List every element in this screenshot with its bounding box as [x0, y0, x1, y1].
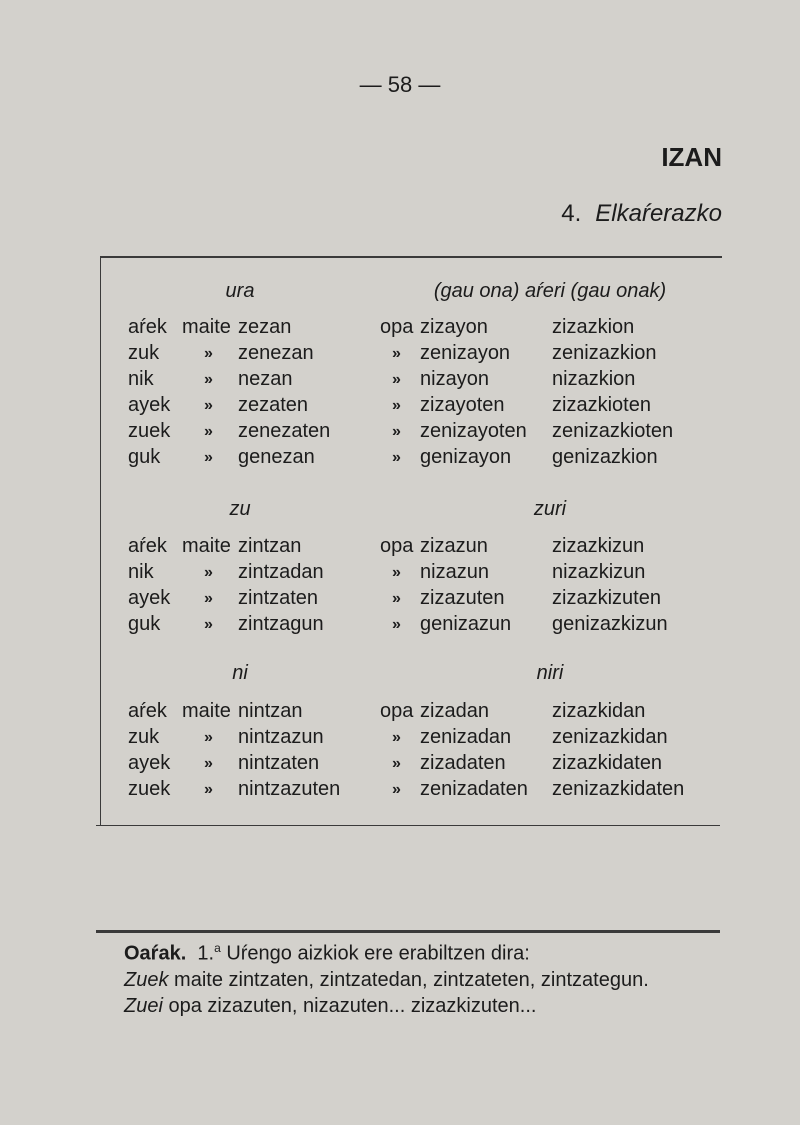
cell-opa-mark: » — [392, 590, 401, 607]
cell-verb: nintzaten — [238, 752, 320, 774]
notes-label: Oaŕak. — [124, 942, 187, 965]
cell-opa-mark: » — [392, 449, 401, 466]
cell-opa: zenizadan — [420, 726, 512, 748]
cell-opa-mark: » — [392, 397, 401, 414]
cell-pronoun: zuek — [128, 420, 171, 442]
cell-opa: zizadan — [420, 700, 489, 722]
cell-verb: nezan — [238, 368, 293, 390]
cell-verb: zintzaten — [238, 587, 319, 609]
cell-plural: genizazkizun — [552, 613, 668, 635]
cell-verb-mark: » — [204, 755, 213, 772]
cell-pronoun: aŕek — [128, 700, 167, 722]
cell-opa: nizazun — [420, 561, 489, 583]
notes-line-1 — [124, 935, 649, 967]
section-left-header: ura — [225, 280, 255, 302]
cell-pronoun: zuk — [128, 342, 160, 364]
cell-plural: zenizazkidaten — [552, 778, 685, 800]
cell-plural: zizazkioten — [552, 394, 651, 416]
notes-number: 1. — [197, 942, 215, 965]
cell-opa: zizazuten — [420, 587, 505, 609]
cell-verb: zintzan — [238, 535, 302, 557]
cell-verb: nintzazun — [238, 726, 324, 748]
cell-verb: nintzan — [238, 700, 303, 722]
cell-verb-mark: maite — [182, 700, 231, 722]
section-left-header: ni — [232, 662, 248, 684]
cell-plural: zenizazkidan — [552, 726, 668, 748]
cell-opa-mark: » — [392, 423, 401, 440]
section-right-header: (gau ona) aŕeri (gau onak) — [433, 280, 667, 302]
subtitle-number: 4. — [561, 200, 582, 227]
section-right-header: zuri — [533, 498, 567, 520]
cell-opa: zizayon — [420, 316, 488, 338]
notes-line-2 — [124, 967, 649, 993]
notes-line-1-text: Uŕengo aizkiok ere erabiltzen dira: — [226, 942, 530, 965]
cell-pronoun: aŕek — [128, 535, 167, 557]
page-number: — 58 — — [359, 72, 441, 97]
cell-verb: nintzazuten — [238, 778, 341, 800]
cell-verb: genezan — [238, 446, 315, 468]
cell-opa: zenizadaten — [420, 778, 528, 800]
cell-opa-mark: » — [392, 564, 401, 581]
section-right-header: niri — [536, 662, 564, 684]
cell-plural: nizazkizun — [552, 561, 646, 583]
cell-opa: zenizayoten — [420, 420, 527, 442]
cell-verb-mark: » — [204, 590, 213, 607]
notes-line-3-lead: Zuei — [124, 994, 163, 1017]
cell-opa: zenizayon — [420, 342, 511, 364]
notes-separator — [96, 930, 720, 933]
cell-plural: zizazkidaten — [552, 752, 663, 774]
cell-pronoun: ayek — [128, 752, 171, 774]
notes-superscript: a — [214, 941, 221, 955]
cell-verb: zezaten — [238, 394, 309, 416]
cell-pronoun: ayek — [128, 394, 171, 416]
cell-opa: genizayon — [420, 446, 512, 468]
cell-verb: zintzagun — [238, 613, 324, 635]
cell-opa-mark: » — [392, 345, 401, 362]
notes — [124, 935, 649, 1019]
cell-pronoun: guk — [128, 613, 161, 635]
cell-pronoun: ayek — [128, 587, 171, 609]
cell-verb: zezan — [238, 316, 292, 338]
cell-verb: zenezan — [238, 342, 314, 364]
cell-verb-mark: » — [204, 397, 213, 414]
cell-opa: zizadaten — [420, 752, 506, 774]
cell-verb-mark: » — [204, 729, 213, 746]
cell-plural: nizazkion — [552, 368, 636, 390]
cell-opa: zizayoten — [420, 394, 505, 416]
table-left-rule — [100, 257, 101, 825]
cell-verb: zintzadan — [238, 561, 324, 583]
cell-pronoun: zuk — [128, 726, 160, 748]
cell-opa: nizayon — [420, 368, 489, 390]
cell-opa-mark: opa — [380, 316, 414, 338]
cell-plural: zizazkizuten — [552, 587, 661, 609]
cell-opa-mark: » — [392, 616, 401, 633]
cell-plural: zizazkizun — [552, 535, 645, 557]
cell-verb-mark: » — [204, 564, 213, 581]
cell-verb-mark: maite — [182, 535, 231, 557]
cell-pronoun: nik — [128, 561, 154, 583]
cell-opa-mark: » — [392, 371, 401, 388]
section-left-header: zu — [229, 498, 251, 520]
cell-verb: zenezaten — [238, 420, 331, 442]
cell-verb-mark: » — [204, 781, 213, 798]
cell-plural: genizazkion — [552, 446, 658, 468]
cell-verb-mark: » — [204, 345, 213, 362]
notes-line-3 — [124, 993, 649, 1019]
cell-opa-mark: opa — [380, 535, 414, 557]
cell-plural: zenizazkioten — [552, 420, 674, 442]
chapter-title: IZAN — [661, 142, 722, 172]
cell-opa-mark: » — [392, 755, 401, 772]
cell-opa-mark: » — [392, 781, 401, 798]
cell-pronoun: aŕek — [128, 316, 167, 338]
cell-opa-mark: opa — [380, 700, 414, 722]
cell-verb-mark: » — [204, 423, 213, 440]
cell-pronoun: zuek — [128, 778, 171, 800]
table-bottom-rule — [96, 825, 720, 826]
cell-verb-mark: » — [204, 371, 213, 388]
cell-verb-mark: » — [204, 616, 213, 633]
cell-plural: zizazkion — [552, 316, 635, 338]
section-subtitle — [561, 200, 722, 228]
notes-line-3-text: opa zizazuten, nizazuten... zizazkizuten... — [168, 994, 537, 1017]
cell-opa: genizazun — [420, 613, 512, 635]
cell-opa: zizazun — [420, 535, 488, 557]
cell-plural: zenizazkion — [552, 342, 657, 364]
cell-opa-mark: » — [392, 729, 401, 746]
cell-verb-mark: » — [204, 449, 213, 466]
cell-pronoun: guk — [128, 446, 161, 468]
cell-pronoun: nik — [128, 368, 154, 390]
notes-line-2-lead: Zuek — [124, 968, 169, 991]
table-top-rule — [100, 256, 722, 258]
cell-plural: zizazkidan — [552, 700, 646, 722]
subtitle-text: Elkaŕerazko — [595, 200, 722, 227]
cell-verb-mark: maite — [182, 316, 231, 338]
notes-line-2-text: maite zintzaten, zintzatedan, zintzateten, zintzategun. — [174, 968, 649, 991]
